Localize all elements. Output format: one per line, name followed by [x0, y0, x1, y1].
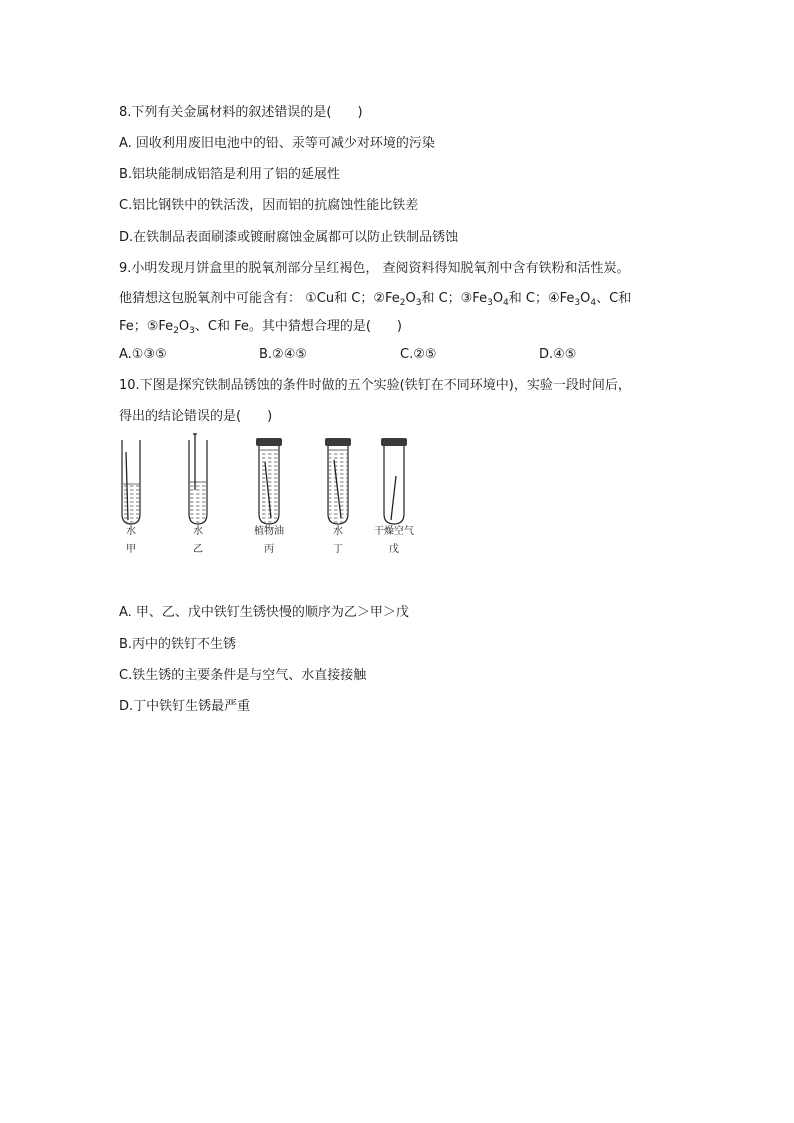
- q9-stem-line1: 9.小明发现月饼盒里的脱氧剂部分呈红褐色， 查阅资料得知脱氧剂中含有铁粉和活性炭。: [119, 261, 630, 276]
- q8-option-a: A. 回收利用废旧电池中的铅、汞等可减少对环境的污染: [119, 136, 435, 151]
- tube-ding-content-label: 水: [333, 526, 343, 537]
- q8-option-c: C.铝比钢铁中的铁活泼，因而铝的抗腐蚀性能比铁差: [119, 198, 419, 213]
- q10-option-c: C.铁生锈的主要条件是与空气、水直接接触: [119, 668, 367, 683]
- tube-jia-name-label: 甲: [126, 544, 136, 555]
- q9-option-d: D.④⑤: [539, 347, 577, 362]
- tube-jia-content-label: 水: [126, 526, 136, 537]
- q9-option-a: A.①③⑤: [119, 347, 167, 362]
- tube-ding-name-label: 丁: [333, 544, 343, 555]
- q10-stem-line2: 得出的结论错误的是( ): [119, 409, 273, 424]
- q10-option-a: A. 甲、乙、戊中铁钉生锈快慢的顺序为乙＞甲＞戊: [119, 605, 409, 620]
- tube-ding: [325, 438, 351, 524]
- q9-option-b: B.②④⑤: [259, 347, 308, 362]
- tube-yi: [189, 434, 207, 524]
- tube-wu: [381, 438, 407, 524]
- test-tube-figure: [112, 432, 422, 562]
- tube-bing-name-label: 丙: [264, 544, 274, 555]
- q10-option-b: B.丙中的铁钉不生锈: [119, 637, 237, 652]
- q9-stem-line2: 他猜想这包脱氧剂中可能含有： ①Cu和 C；$②Fe_2O_3$和 C；$③Fe_3O_4$和 C；$④Fe_3O_4$、C和: [119, 291, 632, 308]
- nail-wu: [391, 476, 396, 520]
- q9-stem-line3: Fe；$⑤Fe_2O_3$、C和 Fe。其中猜想合理的是( ): [119, 319, 403, 336]
- tube-jia: [122, 440, 140, 524]
- q9-options: [119, 346, 679, 364]
- tube-yi-content-label: 水: [193, 526, 203, 537]
- tube-wu-name-label: 戊: [389, 544, 399, 555]
- q10-option-d: D.丁中铁钉生锈最严重: [119, 699, 251, 714]
- q8-option-d: D.在铁制品表面刷漆或镀耐腐蚀金属都可以防止铁制品锈蚀: [119, 230, 459, 245]
- q8-stem: 8.下列有关金属材料的叙述错误的是( ): [119, 105, 363, 120]
- tube-wu-content-label: 干燥空气: [374, 526, 414, 537]
- q9-option-c: C.②⑤: [400, 347, 437, 362]
- q8-option-b: B.铝块能制成铝箔是利用了铝的延展性: [119, 167, 341, 182]
- q10-stem-line1: 10.下图是探究铁制品锈蚀的条件时做的五个实验(铁钉在不同环境中)，实验一段时间后，: [119, 378, 631, 393]
- tube-bing-content-label: 植物油: [254, 526, 284, 537]
- tube-bing: [256, 438, 282, 524]
- tube-yi-name-label: 乙: [193, 544, 203, 555]
- test-tube-diagram: [112, 432, 422, 532]
